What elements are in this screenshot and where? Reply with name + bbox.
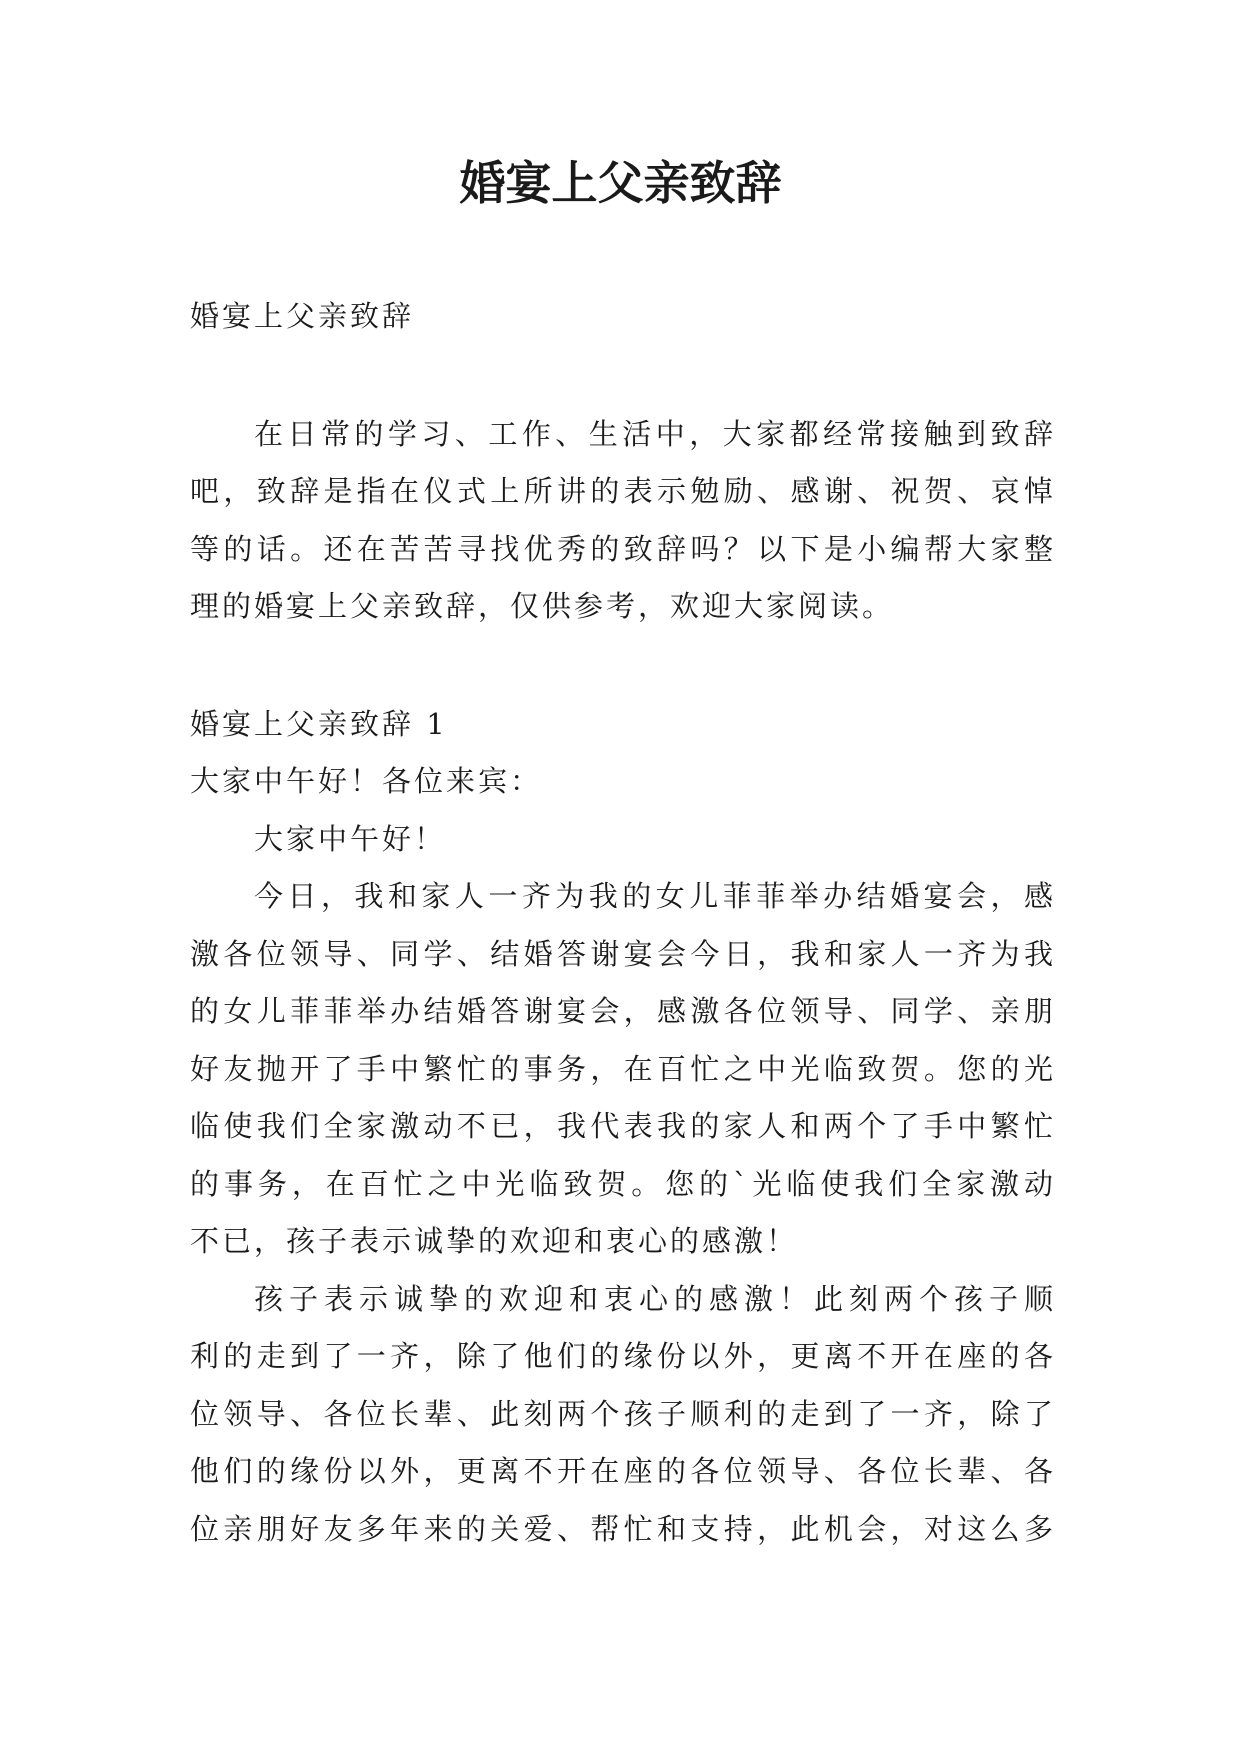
body-paragraph-1 [190,868,1056,1271]
body-paragraph-2 [190,1271,1056,1559]
document-body [190,288,1056,1558]
section-heading: 婚宴上父亲致辞 1 [190,706,448,741]
paragraph-line: 好友抛开了手中繁忙的事务，在百忙之中光临致贺。您的光 [190,1051,1056,1086]
paragraph-line: 不已，孩子表示诚挚的欢迎和衷心的感激！ [190,1224,799,1258]
spacer [190,636,1056,696]
salutation: 大家中午好！各位来宾： [190,764,543,798]
subtitle: 婚宴上父亲致辞 [190,299,415,333]
paragraph-line: 理的婚宴上父亲致辞，仅供参考，欢迎大家阅读。 [190,589,895,623]
paragraph-line: 在日常的学习、工作、生活中，大家都经常接触到致辞 [254,416,1056,451]
document-title: 婚宴上父亲致辞 [459,156,782,210]
paragraph-line: 位亲朋好友多年来的关爱、帮忙和支持，此机会，对这么多 [190,1511,1056,1546]
paragraph-line: 利的走到了一齐，除了他们的缘份以外，更离不开在座的各 [190,1339,1056,1373]
paragraph-line: 临使我们全家激动不已，我代表我的家人和两个了手中繁忙 [190,1109,1056,1143]
greeting: 大家中午好！ [254,821,447,856]
paragraph-line: 的事务，在百忙之中光临致贺。您的`光临使我们全家激动 [190,1166,1056,1201]
paragraph-line: 吧，致辞是指在仪式上所讲的表示勉励、感谢、祝贺、哀悼 [190,474,1056,508]
paragraph-line: 的女儿菲菲举办结婚答谢宴会，感激各位领导、同学、亲朋 [190,994,1056,1028]
paragraph-line: 等的话。还在苦苦寻找优秀的致辞吗？以下是小编帮大家整 [190,531,1056,566]
paragraph-line: 孩子表示诚挚的欢迎和衷心的感激！此刻两个孩子顺 [254,1281,1056,1316]
paragraph-line: 今日，我和家人一齐为我的女儿菲菲举办结婚宴会，感 [254,879,1056,913]
intro-paragraph [190,406,1056,636]
spacer [190,346,1056,406]
paragraph-line: 激各位领导、同学、结婚答谢宴会今日，我和家人一齐为我 [190,936,1056,971]
paragraph-line: 位领导、各位长辈、此刻两个孩子顺利的走到了一齐，除了 [190,1396,1056,1431]
paragraph-line: 他们的缘份以外，更离不开在座的各位领导、各位长辈、各 [190,1454,1056,1488]
